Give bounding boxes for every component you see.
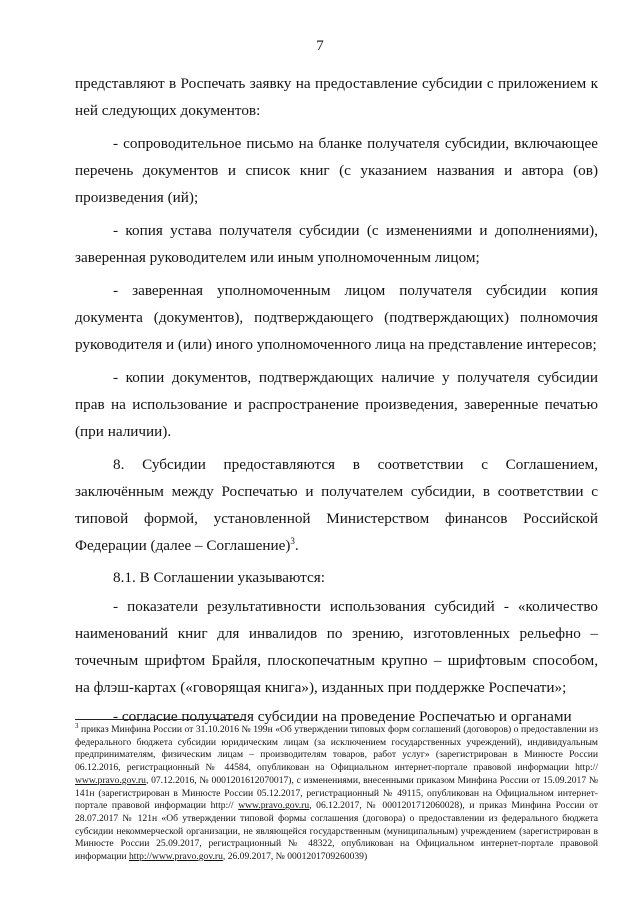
footnote-marker: 3 xyxy=(75,721,79,730)
paragraph: - заверенная уполномоченным лицом получателя субсидии копия документа (документов), подтверждающего (подтверждающих) полномочия руководителя и (или) иного уполномоченного лица на представление интересов; xyxy=(75,282,598,353)
footnote-link[interactable]: www.pravo.gov.ru xyxy=(238,800,310,812)
footnote-text: , 26.09.2017, № 0001201709260039) xyxy=(222,851,368,863)
paragraph-section-8: 8. Субсидии предоставляются в соответствии с Соглашением, заключённым между Роспечатью и получателем субсидии, в соответствии с типовой формой, установленной Министерством финансов Российской Федерации (далее – Соглашение)$^3$. xyxy=(75,456,598,554)
paragraph-text: 8. Субсидии предоставляются в соответствии с Соглашением, заключённым между Роспечатью и получателем субсидии, в соответствии с типовой формой, установленной Министерством финансов Российской Федерации (далее – Соглашение) xyxy=(75,456,598,554)
footnote-divider xyxy=(75,719,245,720)
body-text xyxy=(75,70,598,730)
footnote-text: , 06.12.2017, № 0001201712060028), и приказ Минфина России от 28.07.2017 № 121н «Об утверждении типовой формы соглашения (договора) о предоставлении из федерального бюджета субсидии некоммерческой организации, не являющейся государственным (муниципальным) учреждением (зарегистрирован в Минюсте России 25.09.2017, регистрационный № 48322, опубликован на Официальном интернет-портале правовой информации xyxy=(75,800,598,863)
page-number: 7 xyxy=(316,38,324,54)
footnote-block xyxy=(75,721,598,864)
footnote-link[interactable]: www.pravo.gov.ru xyxy=(75,774,146,786)
footnote-text: , 07.12.2016, № 0001201612070017), с изменениями, внесенными приказом Минфина России от 15.09.2017 № 141н (зарегистрирован в Минюсте России 05.12.2017, регистрационный № 49115, опубликован на Официальном интернет-портале правовой информации http:// xyxy=(75,774,598,812)
footnote xyxy=(75,721,598,864)
footnote-text: приказ Минфина России от 31.10.2016 № 199н «Об утверждении типовых форм соглашений (договоров) о предоставлении из федерального бюджета субсидии юридическим лицам (за исключением государственных учреждений), индивидуальным предпринимателям, физическим лицам – производителям товаров, работ услуг» (зарегистрирован в Минюсте России 06.12.2016, регистрационный № 44584, опубликован на Официальном интернет-портале правовой информации http:// xyxy=(75,724,598,774)
footnote-reference[interactable]: 3 xyxy=(290,535,295,546)
paragraph: - копии документов, подтверждающих наличие у получателя субсидии прав на использование и распространение произведения, заверенные печатью (при наличии). xyxy=(75,369,598,440)
footnote-link[interactable]: http://www.pravo.gov.ru xyxy=(129,851,223,863)
paragraph: - показатели результативности использования субсидий - «количество наименований книг для инвалидов по зрению, изготовленных рельефно – точечным шрифтом Брайля, плоскопечатным крупно – шрифтовым способом, на флэш-картах («говорящая книга»), изданных при поддержке Роспечати»; xyxy=(75,598,598,696)
paragraph: - копия устава получателя субсидии (с изменениями и дополнениями), заверенная руководителем или иным уполномоченным лицом; xyxy=(75,222,598,266)
paragraph: - согласие получателя субсидии на проведение Роспечатью и органами xyxy=(113,708,572,725)
paragraph: представляют в Роспечать заявку на предоставление субсидии с приложением к ней следующих документов: xyxy=(75,75,598,119)
paragraph-section-8-1: 8.1. В Соглашении указываются: xyxy=(113,569,325,586)
paragraph: - сопроводительное письмо на бланке получателя субсидии, включающее перечень документов и список книг (с указанием названия и автора (ов) произведения (ий); xyxy=(75,135,598,206)
